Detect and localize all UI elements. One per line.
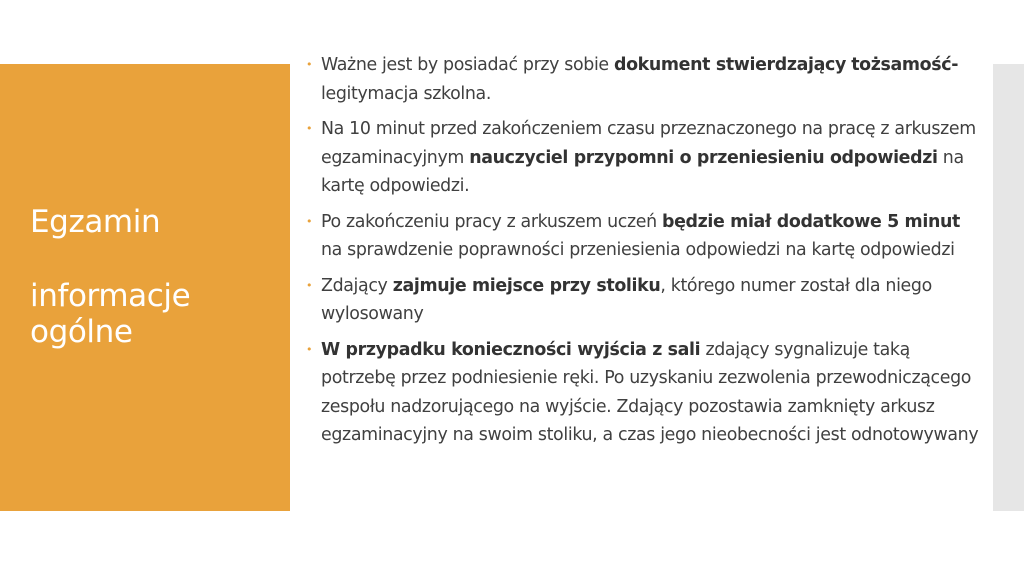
- bullet-text: zdający sygnalizuje taką potrzebę przez podniesienie ręki. Po uzyskaniu zezwolenia przewodniczącego zespołu nadzorującego na wyjście. Zdający pozostawia zamknięty arkusz egzaminacyjny na swoim stoliku, a czas jego nieobecności jest odnotowywany: [321, 339, 979, 445]
- bullet-text: legitymacja szkolna.: [321, 83, 492, 104]
- bullet-item-2: [306, 115, 986, 201]
- bullet-bold-text: W przypadku konieczności wyjścia z sali: [321, 339, 701, 360]
- bullet-list: [306, 51, 986, 457]
- bullet-bold-text: nauczyciel przypomni o przeniesieniu odpowiedzi: [469, 147, 938, 168]
- bullet-item-1: [306, 51, 986, 108]
- bullet-marker: •: [306, 58, 313, 71]
- title-line-2: informacje: [30, 278, 191, 314]
- bullet-item-4: [306, 272, 986, 329]
- title-line-3: ogólne: [30, 314, 133, 350]
- bullet-text: na kartę odpowiedzi.: [321, 147, 964, 196]
- bullet-marker: •: [306, 214, 313, 228]
- bullet-bold-text: będzie miał dodatkowe 5 minut: [662, 211, 960, 232]
- bullet-item-3: [306, 208, 986, 265]
- bullet-text: na sprawdzenie poprawności przeniesienia odpowiedzi na kartę odpowiedzi: [321, 240, 955, 260]
- bullet-marker: •: [306, 342, 313, 356]
- title-line-1: Egzamin: [30, 204, 161, 240]
- bullet-item-5: [306, 336, 986, 450]
- bullet-marker: •: [306, 278, 313, 292]
- side-decoration-strip: [993, 64, 1024, 511]
- slide-title: [30, 204, 280, 350]
- bullet-text: Na 10 minut przed zakończeniem czasu przeznaczonego na pracę z arkuszem egzaminacyjnym: [321, 119, 976, 168]
- bullet-bold-text: dokument stwierdzający: [613, 55, 846, 75]
- bullet-bold-text: tożsamość-: [851, 55, 959, 75]
- bullet-text: Po zakończeniu pracy z arkuszem uczeń: [321, 211, 662, 232]
- bullet-marker: •: [306, 122, 313, 135]
- bullet-text: Zdający: [321, 275, 393, 296]
- bullet-text: Ważne jest by posiadać przy sobie: [321, 55, 614, 75]
- bullet-text: , którego numer został dla niego wylosowany: [321, 275, 932, 324]
- bullet-bold-text: zajmuje miejsce przy stoliku: [392, 275, 661, 296]
